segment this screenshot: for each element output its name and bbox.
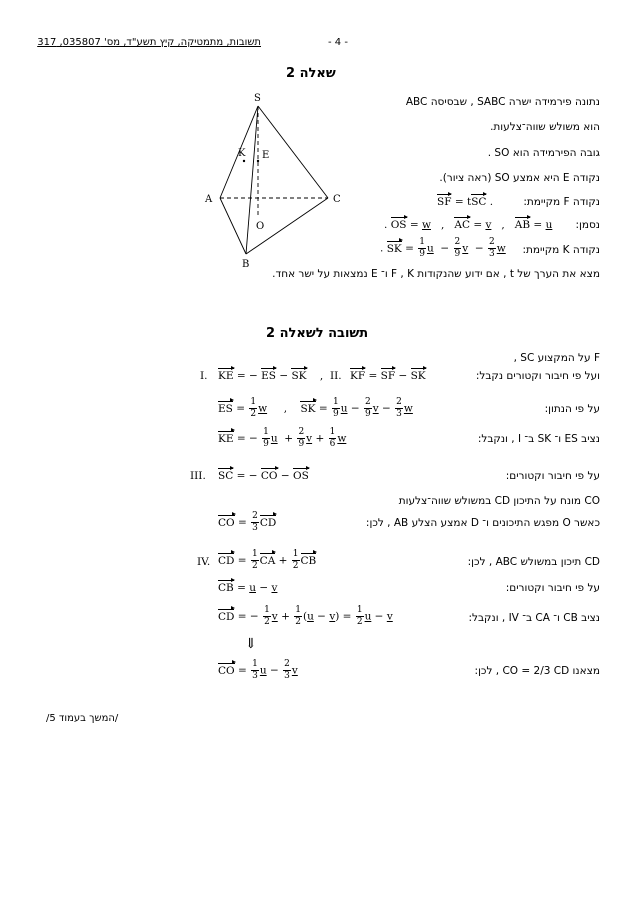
question-line-1: נתונה פירמידה ישרה SABC , שבסיסה ABC — [405, 96, 600, 108]
equation-kf: KF = SF − SK — [350, 370, 426, 382]
answer-text-4: על פי חיבור וקטורים: — [505, 470, 600, 482]
answer-text-7: CD תיכון במשולש ABC , לכן: — [467, 556, 600, 568]
label-k: K — [238, 148, 246, 159]
equation-notation: . OS = w , AC = v , AB = u — [384, 219, 553, 231]
equation-es: ES = $\frac{1}{2}$ w , SK = $\frac{1}{9}$ u − $\frac{2}{9}$ v − $\frac{2}{3}$ w — [218, 397, 413, 419]
equation-co-cd: CO = $\frac{2}{3}$ CD — [218, 511, 277, 533]
implies-arrow: ⇓ — [245, 636, 257, 652]
label-b: B — [242, 259, 250, 270]
page-number: - 4 - — [328, 37, 348, 48]
label-iv: IV. — [197, 556, 211, 568]
answer-intro: F על המקצוע SC , — [513, 352, 600, 364]
equation-cd-result: CD = − $\frac{1}{2}$ v + $\frac{1}{2}$ (u − v) = $\frac{1}{2}$ u − v — [218, 605, 393, 627]
label-o: O — [256, 221, 265, 232]
label-a: A — [205, 194, 213, 205]
answer-text-5: CO מונח על התיכון CD במשולש שווה־צלעות — [398, 495, 600, 507]
answer-text-9: נציב CB ו־ CA ב־ IV , ונקבל: — [468, 612, 600, 624]
answer-text-2: על פי הנתון: — [544, 403, 600, 415]
equation-co-final: CO = $\frac{1}{3}$ u − $\frac{2}{3}$ v — [218, 659, 298, 681]
label-ii: II. — [330, 370, 342, 382]
question-line-6: נסמן: — [575, 219, 600, 231]
label-c: C — [333, 194, 341, 205]
equation-sk: . SK = $\frac{1}{9}$ u − $\frac{2}{9}$ v − $\frac{2}{3}$ w — [380, 237, 506, 259]
answer-text-6: כאשר O מפגש התיכונים ו־ D אמצע הצלע AB , לכן: — [365, 517, 600, 529]
question-line-2: הוא משולש שווה־צלעות. — [490, 121, 600, 133]
equation-sf: SF = tSC . — [437, 196, 494, 208]
question-line-8: מצא את הערך של t , אם ידוע שהנקודות F , K ו־ E נמצאות על ישר אחד. — [272, 268, 600, 280]
question-title: שאלה 2 — [286, 66, 336, 81]
label-iii: III. — [190, 470, 206, 482]
equation-ke: KE = − ES − SK , — [218, 370, 324, 382]
answer-text-8: על פי חיבור וקטורים: — [505, 582, 600, 594]
continued-note: /המשך בעמוד 5/ — [46, 713, 119, 724]
answer-text-3: נציב ES ו־ SK ב־ I , ונקבל: — [477, 433, 600, 445]
question-line-4: נקודה E היא אמצע SO (ראה ציור). — [439, 172, 600, 184]
question-line-5: נקודה F מקיימת: — [523, 196, 600, 208]
equation-cd: CD = $\frac{1}{2}$ CA + $\frac{1}{2}$ CB — [218, 549, 317, 571]
answer-text-10: מצאנו CO = 2/3 CD , לכן: — [474, 665, 600, 677]
answer-title: תשובה לשאלה 2 — [266, 326, 369, 341]
pyramid-diagram — [200, 88, 350, 273]
equation-ke-result: KE = − $\frac{1}{9}$ u + $\frac{2}{9}$ v + $\frac{1}{6}$ w — [218, 427, 347, 449]
label-e: E — [262, 150, 270, 161]
course-info: תשובות, מתמטיקה, קיץ תשע"ד, מס' 035807, 317 — [37, 37, 261, 48]
label-i: I. — [200, 370, 208, 382]
label-s: S — [254, 93, 261, 104]
equation-sc: SC = − CO − OS — [218, 470, 309, 482]
question-line-3: גובה הפירמידה הוא SO . — [487, 147, 600, 159]
equation-cb: CB = u − v — [218, 582, 278, 594]
question-line-7: נקודה K מקיימת: — [522, 244, 600, 256]
answer-text-1: ועל פי חיבור וקטורים נקבל: — [475, 370, 600, 382]
